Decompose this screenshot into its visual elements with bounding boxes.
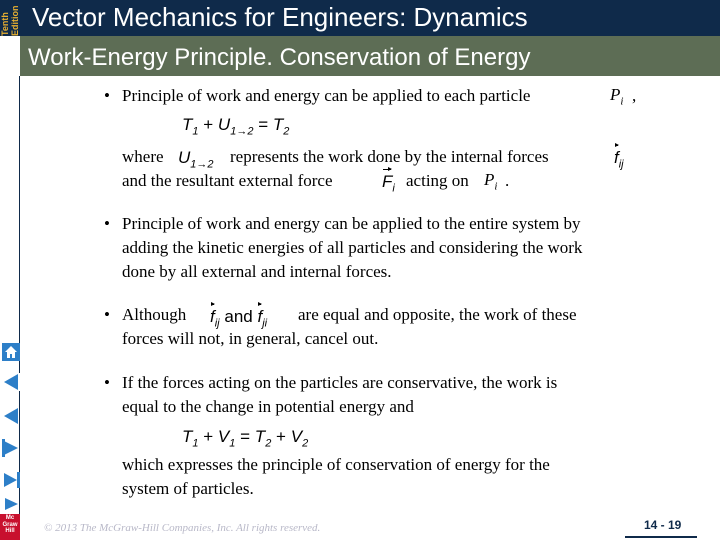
eq-T2: T	[272, 115, 284, 134]
force-f-ji-sub: ji	[262, 317, 268, 330]
internal-force-sub: ij	[618, 158, 624, 171]
bullet-3-rest: are equal and opposite, the work of these	[298, 305, 577, 324]
conservation-equation	[182, 427, 308, 449]
where-symbol-letter: U	[178, 148, 191, 167]
ceq-plus-1: +	[203, 427, 214, 446]
and-word: and	[224, 307, 253, 326]
bullet-4: •	[104, 373, 110, 392]
bullet-2-line-2: adding the kinetic energies of all particles and considering the work	[122, 238, 583, 257]
bullet-3: •	[104, 305, 110, 324]
where-symbol	[178, 148, 214, 170]
last-slide-icon[interactable]	[1, 470, 21, 490]
line3-particle	[484, 170, 497, 192]
eq-U-sub: 1→2	[230, 125, 254, 138]
internal-force-symbol	[614, 148, 624, 170]
ceq-V1-sub: 1	[229, 437, 236, 450]
bullet-2: •	[104, 214, 110, 233]
line3-particle-letter: P	[484, 170, 495, 189]
left-strip	[0, 36, 20, 540]
bullet-2-line-1: Principle of work and energy can be applied to the entire system by	[122, 214, 581, 233]
eq-equals: =	[258, 115, 269, 134]
force-pair-symbols	[210, 307, 267, 329]
eq-T1: T	[182, 115, 193, 134]
bullet-4-after-line-1: which expresses the principle of conservation of energy for the	[122, 455, 550, 474]
particle-symbol-sub: i	[620, 95, 624, 108]
line3-particle-sub: i	[494, 180, 498, 193]
bullet-4-line-2: equal to the change in potential energy and	[122, 397, 414, 416]
where-text: represents the work done by the internal forces	[230, 147, 549, 166]
external-force-sub: i	[392, 182, 395, 195]
publisher-logo-text: Mc Graw Hill	[2, 515, 18, 534]
ceq-V2-sub: 2	[302, 437, 309, 450]
where-word: where	[122, 147, 164, 166]
internal-force-letter: f	[614, 148, 619, 167]
edition-label: Tenth Edition	[0, 0, 20, 36]
page-number: 14 - 19	[644, 518, 682, 532]
page-number-underline	[625, 536, 697, 538]
ceq-T2: T	[254, 427, 266, 446]
line3-b: acting on	[406, 171, 469, 190]
line3-a: and the resultant external force	[122, 171, 333, 190]
publisher-logo	[0, 514, 20, 540]
particle-symbol-letter: P	[610, 85, 621, 104]
force-f-ij-sub: ij	[214, 317, 220, 330]
eq-T2-sub: 2	[283, 125, 290, 138]
eq-U: U	[217, 115, 231, 134]
bullet-1: •	[104, 86, 110, 105]
ceq-T1: T	[182, 427, 193, 446]
particle-symbol	[610, 85, 623, 107]
ceq-T2-sub: 2	[265, 437, 272, 450]
ceq-V2: V	[290, 427, 303, 446]
external-force-letter: F	[382, 172, 393, 191]
bullet-3-line-2: forces will not, in general, cancel out.	[122, 329, 379, 348]
home-icon[interactable]	[1, 342, 21, 362]
bullet-1-comma: ,	[632, 86, 637, 105]
bullet-1-text: Principle of work and energy can be applied to each particle	[122, 86, 531, 105]
copyright-notice: © 2013 The McGraw-Hill Companies, Inc. All rights reserved.	[44, 522, 321, 534]
force-f-ij: f	[210, 307, 215, 326]
eq-plus: +	[203, 115, 214, 134]
ceq-V1: V	[217, 427, 230, 446]
external-force-symbol	[382, 172, 395, 194]
ceq-plus-2: +	[276, 427, 286, 446]
ceq-equals: =	[240, 427, 251, 446]
slide-title: Work-Energy Principle. Conservation of Energy	[28, 44, 531, 71]
where-symbol-sub: 1→2	[190, 158, 214, 171]
although-word: Although	[122, 305, 187, 324]
ceq-T1-sub: 1	[192, 437, 199, 450]
previous-slide-icon[interactable]	[1, 406, 21, 426]
force-f-ji: f	[257, 307, 263, 326]
work-energy-equation	[182, 115, 289, 137]
exit-icon[interactable]	[1, 494, 21, 514]
bullet-4-line-1: If the forces acting on the particles are conservative, the work is	[122, 373, 558, 392]
bullet-4-after-line-2: system of particles.	[122, 479, 254, 498]
eq-T1-sub: 1	[192, 125, 199, 138]
first-slide-icon[interactable]	[1, 372, 21, 392]
line3-end: .	[505, 171, 510, 190]
book-title: Vector Mechanics for Engineers: Dynamics	[32, 2, 528, 32]
next-slide-icon[interactable]	[1, 438, 21, 458]
bullet-2-line-3: done by all external and internal forces.	[122, 262, 392, 281]
